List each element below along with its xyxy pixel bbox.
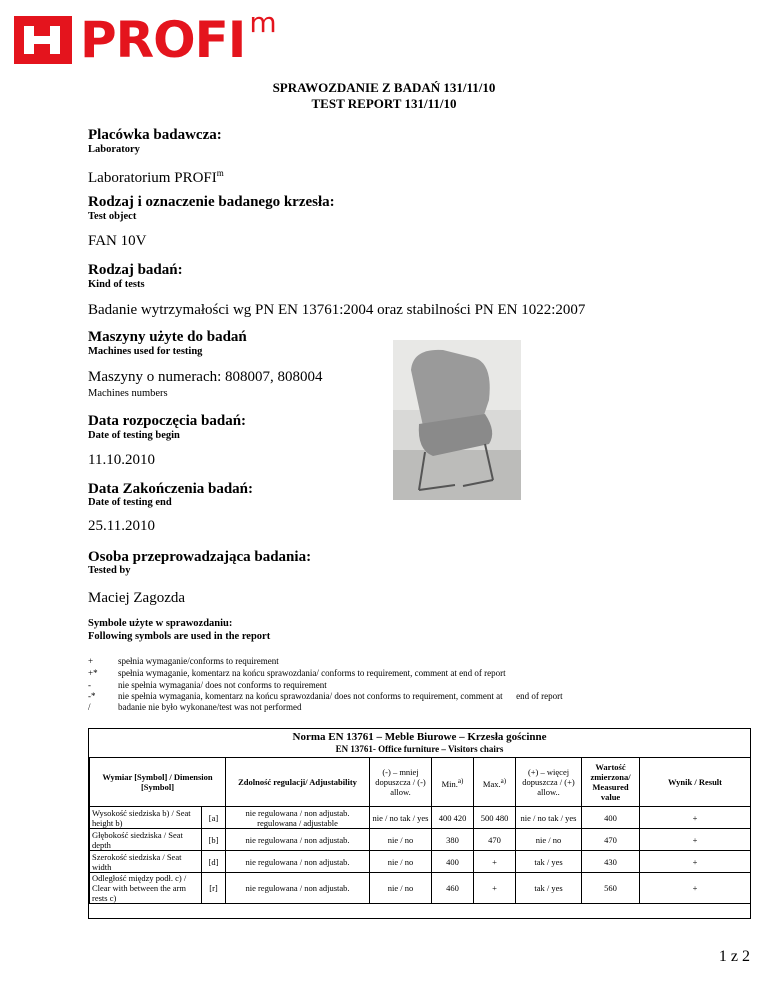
table-row: [90, 873, 751, 904]
end-sub: Date of testing end: [88, 497, 172, 508]
cell-symbol: [b]: [202, 829, 226, 851]
cell-max: 470: [474, 829, 516, 851]
tester-value: Maciej Zagozda: [88, 590, 186, 606]
tests-header: Rodzaj badań:: [88, 262, 183, 278]
header-adjustability: Zdolność regulacji/ Adjustability: [226, 758, 370, 807]
cell-measured: 470: [582, 829, 640, 851]
legend-text: spełnia wymaganie/conforms to requirement: [118, 656, 279, 666]
header-dimension: Wymiar [Symbol] / Dimension [Symbol]: [90, 758, 226, 807]
machines-value: Maszyny o numerach: 808007, 808004: [88, 369, 323, 385]
tests-value: Badanie wytrzymałości wg PN EN 13761:2004 oraz stabilności PN EN 1022:2007: [88, 302, 586, 318]
end-header: Data Zakończenia badań:: [88, 481, 254, 497]
cell-dimension: Odległość między podł. c) / Clear with between the arm rests c): [90, 873, 202, 904]
cell-symbol: [d]: [202, 851, 226, 873]
legend-text: spełnia wymaganie, komentarz na końcu sprawozdania/ conforms to requirement, comment at end of report: [118, 668, 506, 678]
machines-sub: Machines used for testing: [88, 346, 203, 357]
tests-sub: Kind of tests: [88, 279, 145, 290]
lab-value: Laboratorium PROFI$^m$: [88, 168, 224, 186]
symbols-header-en: Following symbols are used in the report: [88, 631, 271, 642]
cell-plus-allow: tak / yes: [516, 851, 582, 873]
cell-symbol: [r]: [202, 873, 226, 904]
object-value: FAN 10V: [88, 233, 147, 249]
profim-logo: [14, 6, 277, 69]
tester-sub: Tested by: [88, 565, 131, 576]
legend-text: nie spełnia wymagania, komentarz na końcu sprawozdania/ does not conforms to requirement, comment at end of report: [118, 691, 563, 701]
cell-minus-allow: nie / no tak / yes: [370, 807, 432, 829]
legend-symbol: -: [88, 680, 91, 690]
table-title: Norma EN 13761 – Meble Biurowe – Krzesła gościnne: [292, 731, 547, 743]
header-minus-allow: (-) – mniej dopuszcza / (-) allow.: [370, 758, 432, 807]
logo-mark-icon: [14, 16, 72, 64]
cell-measured: 560: [582, 873, 640, 904]
cell-dimension: Szerokość siedziska / Seat width: [90, 851, 202, 873]
cell-adjustability: nie regulowana / non adjustab.: [226, 851, 370, 873]
cell-min: 400: [432, 851, 474, 873]
header-result: Wynik / Result: [640, 758, 751, 807]
cell-adjustability: nie regulowana / non adjustab.: [226, 829, 370, 851]
symbols-header-pl: Symbole użyte w sprawozdaniu:: [88, 618, 233, 629]
tester-header: Osoba przeprowadzająca badania:: [88, 549, 312, 565]
object-sub: Test object: [88, 211, 137, 222]
cell-result: +: [640, 829, 751, 851]
header-measured: Wartość zmierzona/ Measured value: [582, 758, 640, 807]
cell-min: 400 420: [432, 807, 474, 829]
legend-symbol: +*: [88, 668, 98, 678]
cell-minus-allow: nie / no: [370, 851, 432, 873]
chair-photo: [393, 340, 521, 500]
object-header: Rodzaj i oznaczenie badanego krzesła:: [88, 194, 335, 210]
dimensions-table: [88, 728, 751, 919]
cell-plus-allow: tak / yes: [516, 873, 582, 904]
cell-min: 380: [432, 829, 474, 851]
cell-adjustability: nie regulowana / non adjustab. regulowana / adjustable: [226, 807, 370, 829]
start-sub: Date of testing begin: [88, 430, 180, 441]
table-row: [90, 807, 751, 829]
cell-measured: 430: [582, 851, 640, 873]
legend-text: nie spełnia wymagania/ does not conforms to requirement: [118, 680, 327, 690]
cell-minus-allow: nie / no: [370, 829, 432, 851]
cell-result: +: [640, 851, 751, 873]
logo-text: PROFI: [80, 11, 246, 69]
cell-result: +: [640, 807, 751, 829]
cell-plus-allow: nie / no: [516, 829, 582, 851]
header-max: Max.$^{a)}$: [474, 758, 516, 807]
page-number: 1 z 2: [718, 948, 750, 965]
end-value: 25.11.2010: [88, 518, 155, 534]
logo-sup: m: [249, 6, 277, 39]
cell-dimension: Wysokość siedziska b) / Seat height b): [90, 807, 202, 829]
table-row: [90, 829, 751, 851]
report-title-en: TEST REPORT 131/11/10: [311, 96, 457, 111]
lab-sub: Laboratory: [88, 144, 140, 155]
legend-symbol: +: [88, 656, 94, 666]
cell-symbol: [a]: [202, 807, 226, 829]
cell-measured: 400: [582, 807, 640, 829]
lab-header: Placówka badawcza:: [88, 127, 222, 143]
table-grid: [89, 757, 751, 904]
cell-dimension: Głębokość siedziska / Seat depth: [90, 829, 202, 851]
legend-symbol: -*: [88, 691, 96, 701]
cell-min: 460: [432, 873, 474, 904]
cell-max: 500 480: [474, 807, 516, 829]
machines-header: Maszyny użyte do badań: [88, 329, 247, 345]
machines-value-sub: Machines numbers: [88, 388, 168, 399]
legend-text: badanie nie było wykonane/test was not performed: [118, 702, 302, 712]
cell-adjustability: nie regulowana / non adjustab.: [226, 873, 370, 904]
header-plus-allow: (+) – więcej dopuszcza / (+) allow..: [516, 758, 582, 807]
table-row: [90, 851, 751, 873]
cell-max: +: [474, 873, 516, 904]
table-subtitle: EN 13761- Office furniture – Visitors chairs: [335, 744, 504, 754]
header-min: Min.$^{a)}$: [432, 758, 474, 807]
start-value: 11.10.2010: [88, 452, 155, 468]
cell-result: +: [640, 873, 751, 904]
report-title-pl: SPRAWOZDANIE Z BADAŃ 131/11/10: [272, 80, 496, 95]
cell-plus-allow: nie / no tak / yes: [516, 807, 582, 829]
legend-symbol: /: [88, 702, 91, 712]
cell-max: +: [474, 851, 516, 873]
cell-minus-allow: nie / no: [370, 873, 432, 904]
start-header: Data rozpoczęcia badań:: [88, 413, 247, 429]
